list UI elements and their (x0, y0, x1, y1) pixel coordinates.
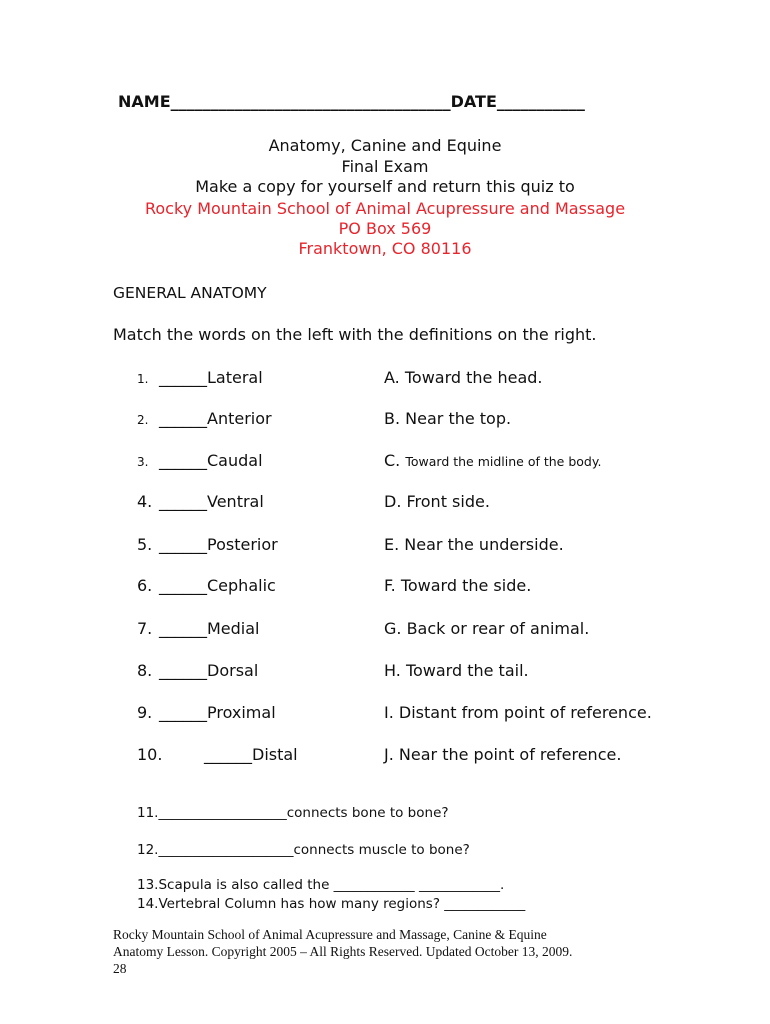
title-line-1: Anatomy, Canine and Equine (268, 136, 502, 155)
definition: Toward the head. (404, 368, 543, 387)
answer-blank: ______ (159, 451, 207, 470)
section-title: GENERAL ANATOMY (113, 284, 267, 302)
match-item-6 (137, 576, 276, 595)
name-date-line (118, 92, 585, 111)
def-letter: B. (384, 409, 401, 428)
term: Medial (207, 619, 260, 638)
instructions: Match the words on the left with the definitions on the right. (113, 325, 597, 344)
match-item-9 (137, 703, 276, 722)
definition: Toward the side. (400, 576, 532, 595)
match-item-8 (137, 661, 258, 680)
item-number: 8. (137, 661, 153, 680)
def-letter: E. (384, 535, 400, 554)
item-number: 9. (137, 703, 153, 722)
item-number: 1. (137, 372, 149, 386)
definition-j (384, 745, 621, 764)
title-line-3: Make a copy for yourself and return this quiz to (195, 177, 575, 196)
def-letter: J. (384, 745, 394, 764)
item-number: 4. (137, 492, 153, 511)
definition-c (384, 451, 601, 470)
answer-blank: ______ (159, 703, 207, 722)
item-number: 5. (137, 535, 153, 554)
item-number: 3. (137, 455, 149, 469)
def-letter: H. (384, 661, 401, 680)
definition: Distant from point of reference. (398, 703, 652, 722)
fill-question-12: 12.____________________connects muscle to bone? (137, 842, 470, 858)
definition-b (384, 409, 511, 428)
def-letter: D. (384, 492, 402, 511)
def-letter: I. (384, 703, 394, 722)
answer-blank: ______ (159, 661, 207, 680)
item-number: 10. (137, 745, 163, 764)
match-item-10 (137, 745, 298, 764)
definition-h (384, 661, 529, 680)
date-field-label: DATE___________ (450, 92, 585, 111)
answer-blank: ______ (204, 745, 252, 764)
answer-blank: ______ (159, 576, 207, 595)
fill-question-13: 13.Scapula is also called the ____________ ____________. (137, 877, 505, 893)
definition: Toward the tail. (405, 661, 529, 680)
def-letter: G. (384, 619, 402, 638)
fill-question-11: 11.___________________connects bone to bone? (137, 805, 449, 821)
answer-blank: ______ (159, 409, 207, 428)
definition: Front side. (406, 492, 490, 511)
definition: Near the top. (405, 409, 512, 428)
definition: Near the point of reference. (398, 745, 622, 764)
match-item-5 (137, 535, 278, 554)
footer-line-1: Rocky Mountain School of Animal Acupressure and Massage, Canine & Equine (113, 927, 547, 942)
match-item-3 (137, 451, 263, 470)
match-item-7 (137, 619, 260, 638)
term: Proximal (207, 703, 276, 722)
page-number: 28 (113, 961, 127, 976)
item-number: 6. (137, 576, 153, 595)
definition-d (384, 492, 490, 511)
match-item-2 (137, 409, 272, 428)
match-item-4 (137, 492, 264, 511)
definition-f (384, 576, 531, 595)
term: Dorsal (207, 661, 259, 680)
item-number: 7. (137, 619, 153, 638)
answer-blank: ______ (159, 368, 207, 387)
definition-a (384, 368, 543, 387)
match-item-1 (137, 368, 263, 387)
term: Distal (252, 745, 298, 764)
school-city: Franktown, CO 80116 (298, 239, 472, 258)
definition: Near the underside. (404, 535, 564, 554)
def-letter: F. (384, 576, 396, 595)
def-letter: A. (384, 368, 400, 387)
term: Posterior (207, 535, 278, 554)
answer-blank: ______ (159, 492, 207, 511)
term: Anterior (207, 409, 272, 428)
school-po-box: PO Box 569 (338, 219, 432, 238)
term: Lateral (207, 368, 263, 387)
definition-e (384, 535, 564, 554)
term: Cephalic (207, 576, 276, 595)
definition-i (384, 703, 652, 722)
name-field-label: NAME___________________________________ (118, 92, 451, 111)
definition: Back or rear of animal. (406, 619, 590, 638)
term: Ventral (207, 492, 264, 511)
def-letter: C. (384, 451, 401, 470)
title-line-2: Final Exam (341, 157, 429, 176)
answer-blank: ______ (159, 619, 207, 638)
item-number: 2. (137, 413, 149, 427)
school-name: Rocky Mountain School of Animal Acupressure and Massage (144, 199, 626, 218)
term: Caudal (207, 451, 263, 470)
footer-line-2: Anatomy Lesson. Copyright 2005 – All Rights Reserved. Updated October 13, 2009. (113, 944, 573, 959)
footer (113, 926, 673, 977)
fill-question-14: 14.Vertebral Column has how many regions? ____________ (137, 896, 526, 912)
answer-blank: ______ (159, 535, 207, 554)
definition-g (384, 619, 589, 638)
definition: Toward the midline of the body. (405, 454, 602, 469)
